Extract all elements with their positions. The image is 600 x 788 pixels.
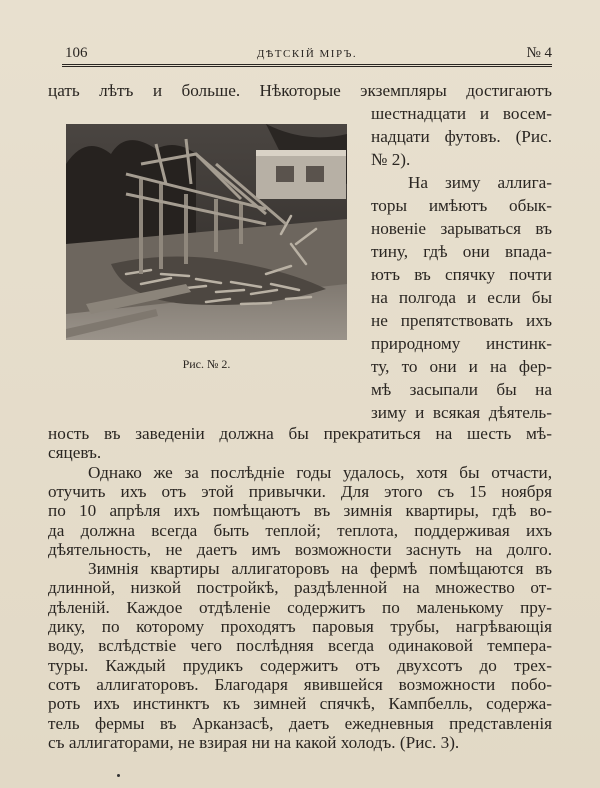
text-line-full-8: Зимнія квартиры аллигаторовъ на фермѣ помѣщаются въ: [88, 559, 552, 579]
figure-caption: Рис. № 2.: [182, 357, 231, 371]
text-line-full-5: по 10 апрѣля ихъ помѣщаютъ въ зимнія квартиры, гдѣ во-: [48, 501, 552, 521]
text-line-side-5: торы имѣютъ обык-: [371, 196, 552, 215]
page-number: 106: [65, 45, 88, 61]
text-line-full-6: да должна всегда быть теплой; теплота, поддерживая ихъ: [48, 520, 552, 540]
text-line-side-7: тину, гдѣ они впада-: [371, 242, 552, 261]
header-rule-top: [62, 64, 552, 65]
issue-number: № 4: [526, 45, 552, 61]
text-line-full-7: дѣятельность, не даетъ имъ возможности заснуть на долго.: [48, 539, 552, 559]
text-line-full-10: дѣленій. Каждое отдѣленіе содержитъ по маленькому пру-: [48, 597, 552, 617]
text-line-full-13: туры. Каждый прудикъ содержитъ отъ двухсотъ до трех-: [48, 655, 552, 675]
text-line-side-13: мѣ засыпали бы на: [371, 380, 552, 399]
text-line-full-12: воду, вслѣдствіе чего послѣдняя всегда одинаковой темпера-: [48, 636, 552, 656]
text-line-side-10: не препятствовать ихъ: [371, 311, 552, 330]
text-line-full-11: дику, по которому проходятъ паровыя трубы, нагрѣвающія: [48, 617, 552, 636]
alligator-farm-photo: [66, 124, 347, 340]
text-line-full-1: ность въ заведеніи должна бы прекратиться на шесть мѣ-: [48, 424, 552, 443]
text-line-side-12: ту, то они и на фер-: [371, 357, 552, 376]
text-line-side-2: надцати футовъ. (Рис.: [371, 127, 552, 146]
text-line-side-4: На зиму аллига-: [408, 173, 552, 192]
journal-title: ДѢТСКІЙ МІРЪ.: [256, 48, 358, 60]
text-line-side-14: зиму и всякая дѣятель-: [371, 403, 552, 422]
text-line-full-15: роть ихъ инстинктъ къ зимней спячкѣ, Кампбелль, содержа-: [48, 694, 552, 714]
text-line-full-16: тель фермы въ Арканзасѣ, даетъ ежедневныя представленія: [48, 713, 552, 733]
text-line-side-3: № 2).: [371, 150, 411, 169]
text-line-side-11: природному инстинк-: [371, 334, 552, 353]
text-line-full-14: сотъ аллигаторовъ. Благодаря явившейся возможности побо-: [48, 674, 552, 694]
running-header: [62, 44, 552, 66]
text-line-side-1: шестнадцати и восем-: [371, 104, 552, 123]
text-line-full-9: длинной, низкой постройкѣ, раздѣленной на множество от-: [48, 578, 552, 598]
text-line-full-2: сяцевъ.: [48, 443, 102, 463]
text-line-full-17: съ аллигаторами, не взирая ни на какой холодъ. (Рис. 3).: [48, 732, 460, 752]
ink-speck: [117, 774, 120, 777]
header-rule-bottom: [62, 66, 552, 67]
text-line-side-8: ютъ въ спячку почти: [371, 265, 552, 284]
text-line-full-3: Однако же за послѣдніе годы удалось, хотя бы отчасти,: [88, 462, 552, 482]
text-line-side-6: новеніе зарываться въ: [371, 219, 552, 238]
text-line-full-4: отучить ихъ отъ этой привычки. Для этого съ 15 ноября: [48, 481, 552, 501]
text-line-side-9: на полгода и если бы: [371, 288, 552, 307]
text-line-top: цать лѣтъ и больше. Нѣкоторые экземпляры достигаютъ: [48, 81, 552, 100]
